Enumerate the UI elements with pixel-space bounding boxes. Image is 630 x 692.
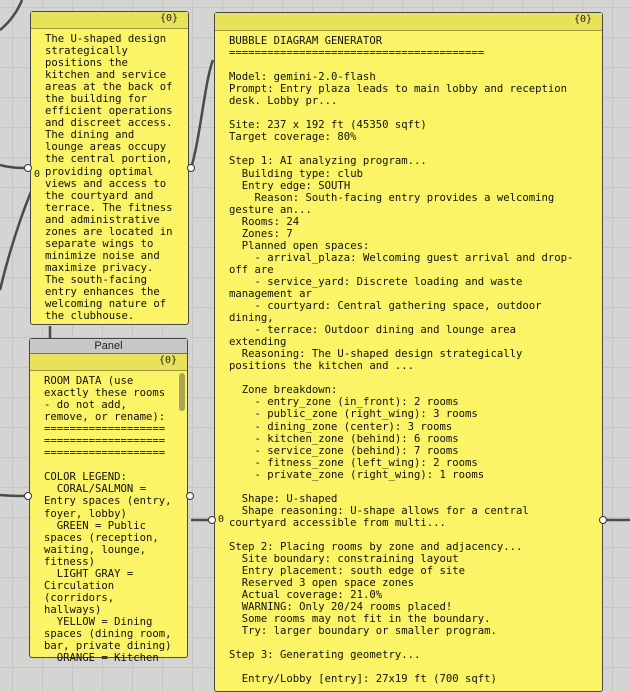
item-count-badge: {0} [573,14,592,25]
output-grip[interactable] [187,164,195,172]
reasoning-text[interactable]: The U-shaped design strategically positions the kitchen and service areas at the back of the building for efficient operations and discreet access. The dining and lounge areas occupy the central portion, providing optimal views and access to the courtyard and terrace. The fitness and administrative zones are located in separate wings to minimize noise and maximize privacy. The south-facing entry enhances the welcoming nature of the clubhouse. [45,33,173,323]
panel-header [30,354,187,371]
generator-output-text[interactable]: BUBBLE DIAGRAM GENERATOR ======================================== Model: gemini-2.0-flash Prompt: Entry plaza leads to main lobby and reception desk. Lobby pr... Site: 237 x 192 ft (45350 sqft) Target coverage: 80% Step 1: AI analyzing program... Building type: club Entry edge: SOUTH Reason: South-facing entry provides a welcoming gesture an... Rooms: 24 Zones: 7 Planned open spaces: - arrival_plaza: Welcoming guest arrival and drop- off are - service_yard: Discrete loading and waste management ar - courtyard: Central gathering space, outdoor dining, - terrace: Outdoor dining and lounge area extending Reasoning: The U-shaped design strategically positions the kitchen and ... Zone breakdown: - entry_zone (in_front): 2 rooms - public_zone (right_wing): 3 rooms - dining_zone (center): 3 rooms - kitchen_zone (behind): 6 rooms - service_zone (behind): 7 rooms - fitness_zone (left_wing): 2 rooms - private_zone (right_wing): 1 rooms Shape: U-shaped Shape reasoning: U-shape allows for a central courtyard accessible from multi... Step 2: Placing rooms by zone and adjacency... Site boundary: constraining layout Entry placement: south edge of site Reserved 3 open space zones Actual coverage: 21.0% WARNING: Only 20/24 rooms placed! Some rooms may not fit in the boundary. Try: larger boundary or smaller program. Step 3: Generating geometry... Entry/Lobby [entry]: 27x19 ft (700 sqft) [229,35,574,686]
output-grip[interactable] [186,492,194,500]
output-grip[interactable] [599,516,607,524]
bubble-diagram-generator-panel[interactable] [214,12,603,692]
room-data-text[interactable]: ROOM DATA (use exactly these rooms - do not add, remove, or rename): =================== =================== =================== COLOR LEGEND: CORAL/SALMON = Entry spaces (entry, foyer, lobby) GREEN = Public spaces (reception, waiting, lounge, fitness) LIGHT GRAY = Circulation (corridors, hallways) YELLOW = Dining spaces (dining room, bar, private dining) ORANGE = Kitchen [44,375,172,665]
item-count-badge: {0} [158,355,177,366]
panel-header [215,13,602,31]
input-grip[interactable] [208,516,216,524]
panel-header [31,12,188,29]
scrollbar-thumb[interactable] [179,373,185,411]
input-port-label: 0 [34,169,41,180]
panel-title[interactable]: Panel [30,339,187,354]
item-count-badge: {0} [159,13,178,24]
reasoning-panel[interactable] [30,11,189,325]
input-port-label: 0 [218,514,225,525]
input-grip[interactable] [24,492,32,500]
room-data-panel[interactable] [29,338,188,665]
input-grip[interactable] [24,164,32,172]
